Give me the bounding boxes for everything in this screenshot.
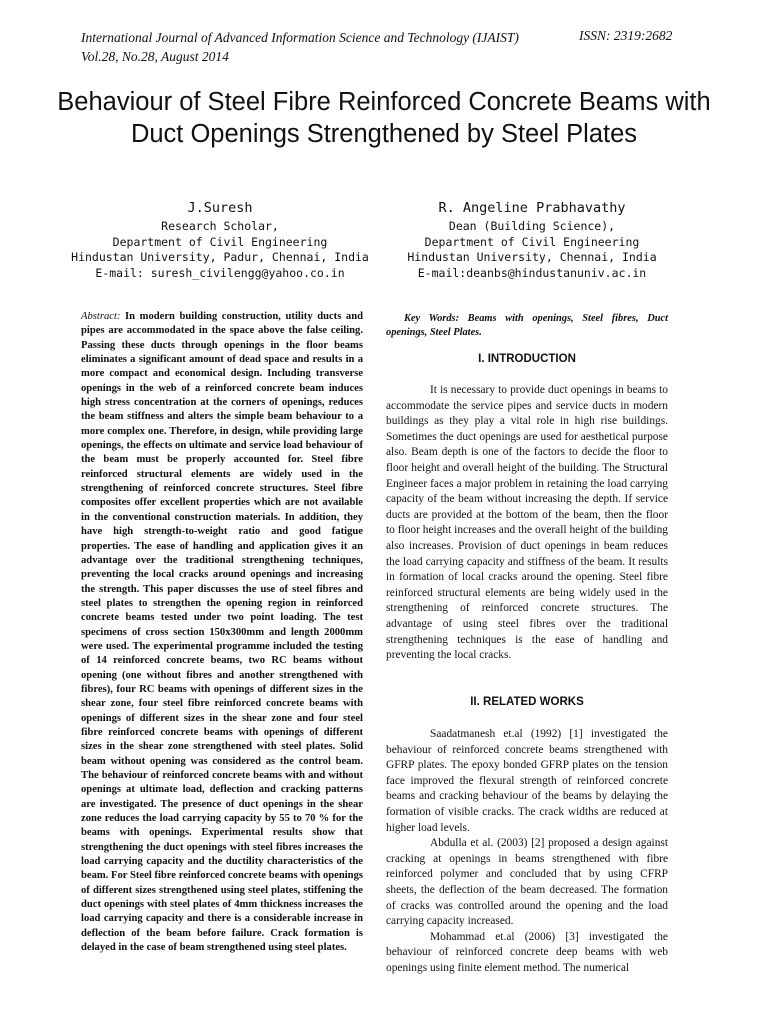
author-role: Research Scholar,: [161, 219, 279, 233]
author-role: Dean (Building Science),: [448, 219, 616, 233]
keywords: Key Words: Beams with openings, Steel fibres, Duct openings, Steel Plates.: [386, 313, 668, 339]
author-department: Department of Civil Engineering: [112, 234, 328, 249]
author-name: R. Angeline Prabhavathy: [438, 200, 626, 216]
related-paragraph-3: Mohammad et.al (2006) [3] investigated the behaviour of reinforced concrete deep beams with web openings using finite element method. The numerical: [386, 930, 668, 974]
abstract-label: Abstract:: [81, 311, 121, 322]
author-email: E-mail:deanbs@hindustanuniv.ac.in: [417, 265, 647, 280]
author-affiliation: Hindustan University, Padur, Chennai, India: [71, 250, 369, 264]
paper-title: Behaviour of Steel Fibre Reinforced Concrete Beams with Duct Openings Strengthened by Steel Plates: [57, 88, 711, 148]
journal-name: International Journal of Advanced Information Science and Technology (IJAIST): [81, 30, 519, 45]
introduction-section: [386, 383, 668, 664]
journal-volume: Vol.28, No.28, August 2014: [81, 49, 229, 64]
related-paragraph-2: Abdulla et al. (2003) [2] proposed a design against cracking at openings in beams strengthened with fibre reinforced polymer and concluded that by using CFRP sheets, the deflection of the beam decreased. The formation of cracks was controlled around the opening and the load carrying capacity increased.: [386, 837, 668, 928]
abstract-text: In modern building construction, utility ducts and pipes are accommodated in the space above the false ceiling. Passing these ducts through openings in the floor beams eliminates a significant amount of dead space and results in a more compact and economical design. Including transverse openings in the web of a reinforced concrete beam induces high stress concentration at the corners of openings, reduces the beam stiffness and alters the simple beam behaviour to a more complex one. Therefore, in design, while providing large openings, the effects on ultimate and service load behaviour of the beam must be properly accounted for. Steel fibre reinforced structural elements are widely used in the strengthening of reinforced concrete structures. Steel fibre composites offer excellent properties which are not available in the conventional construction materials. In addition, they have high strength-to-weight ratio and good fatigue properties. The ease of handling and application gives it an advantage over the traditional strengthening techniques, preventing the local cracks around openings and increasing the strength. This paper discusses the use of steel fibres and steel plates to strengthen the opening region in reinforced concrete beams tested under two point loading. The test specimens of cross section 150x300mm and length 2000mm were used. The experimental programme included the testing of 14 reinforced concrete beams, two RC beams without opening (one without fibres and another strengthened with fibres), four RC beams with openings of different sizes in the shear zone, four steel fibre reinforced concrete beams with openings of different sizes in the shear zone and four steel fibre reinforced concrete beams with openings of different sizes in the shear zone strengthened with steel plates. Solid beam without opening was considered as the control beam. The behaviour of reinforced concrete beams with and without openings at ultimate load, deflection and cracking patterns are investigated. The presence of duct openings in the shear zone reduces the load carrying capacity by 55 to 70 % for the beams with openings. Experimental results show that strengthening the duct openings with steel fibres increases the load carrying capacity and the ductility characteristics of the beam. For Steel fibre reinforced concrete beams with openings of different sizes strengthened using steel plates, stiffening the duct openings with steel plates of 4mm thickness increases the load carrying capacity and there is a considerable increase in deflection of the beam before failure. Crack formation is delayed in the case of beam strengthened using steel plates.: [81, 311, 363, 954]
author-block-1: [70, 198, 370, 281]
author-block-2: [382, 198, 682, 281]
section-heading-related-works: II. RELATED WORKS: [470, 696, 584, 708]
author-name: J.Suresh: [187, 200, 253, 216]
author-department: Department of Civil Engineering: [424, 234, 640, 249]
journal-issn: ISSN: 2319:2682: [579, 28, 673, 43]
introduction-paragraph: It is necessary to provide duct openings in beams to accommodate the service pipes and service ducts in modern buildings as they play a vital role in high rise buildings. Sometimes the duct openings are used for aesthetical purpose also. Beam depth is one of the factors to decide the floor to floor height and overall height of the building. The Structural Engineer faces a major problem in retaining the load carrying capacity of the beam without increasing the depth. If service ducts are provided at the bottom of the beam, then the floor to floor height increases and the overall height of the building also increases. Provision of duct openings in beam reduces the load carrying capacity and stiffness of the beam. It results in formation of local cracks around the opening. Steel fibre reinforced structural elements are being widely used in the strengthening of reinforced concrete structures. The advantage of using steel fibres over the traditional strengthening techniques is the ease of handling and preventing the local cracks.: [386, 384, 668, 662]
related-paragraph-1: Saadatmanesh et.al (1992) [1] investigated the behaviour of reinforced concrete beams strengthened with GFRP plates. The epoxy bonded GFRP plates on the tension face improved the flexural strength of reinforced concrete beams and cracking behaviour of the beams by delaying the formation of visible cracks. The crack widths are reduced at higher load levels.: [386, 728, 668, 834]
abstract: [81, 310, 363, 955]
related-works-section: [386, 727, 668, 977]
author-email: E-mail: suresh_civilengg@yahoo.co.in: [95, 265, 345, 280]
journal-header: [81, 28, 519, 66]
author-affiliation: Hindustan University, Chennai, India: [407, 250, 657, 264]
section-heading-introduction: I. INTRODUCTION: [478, 353, 576, 365]
